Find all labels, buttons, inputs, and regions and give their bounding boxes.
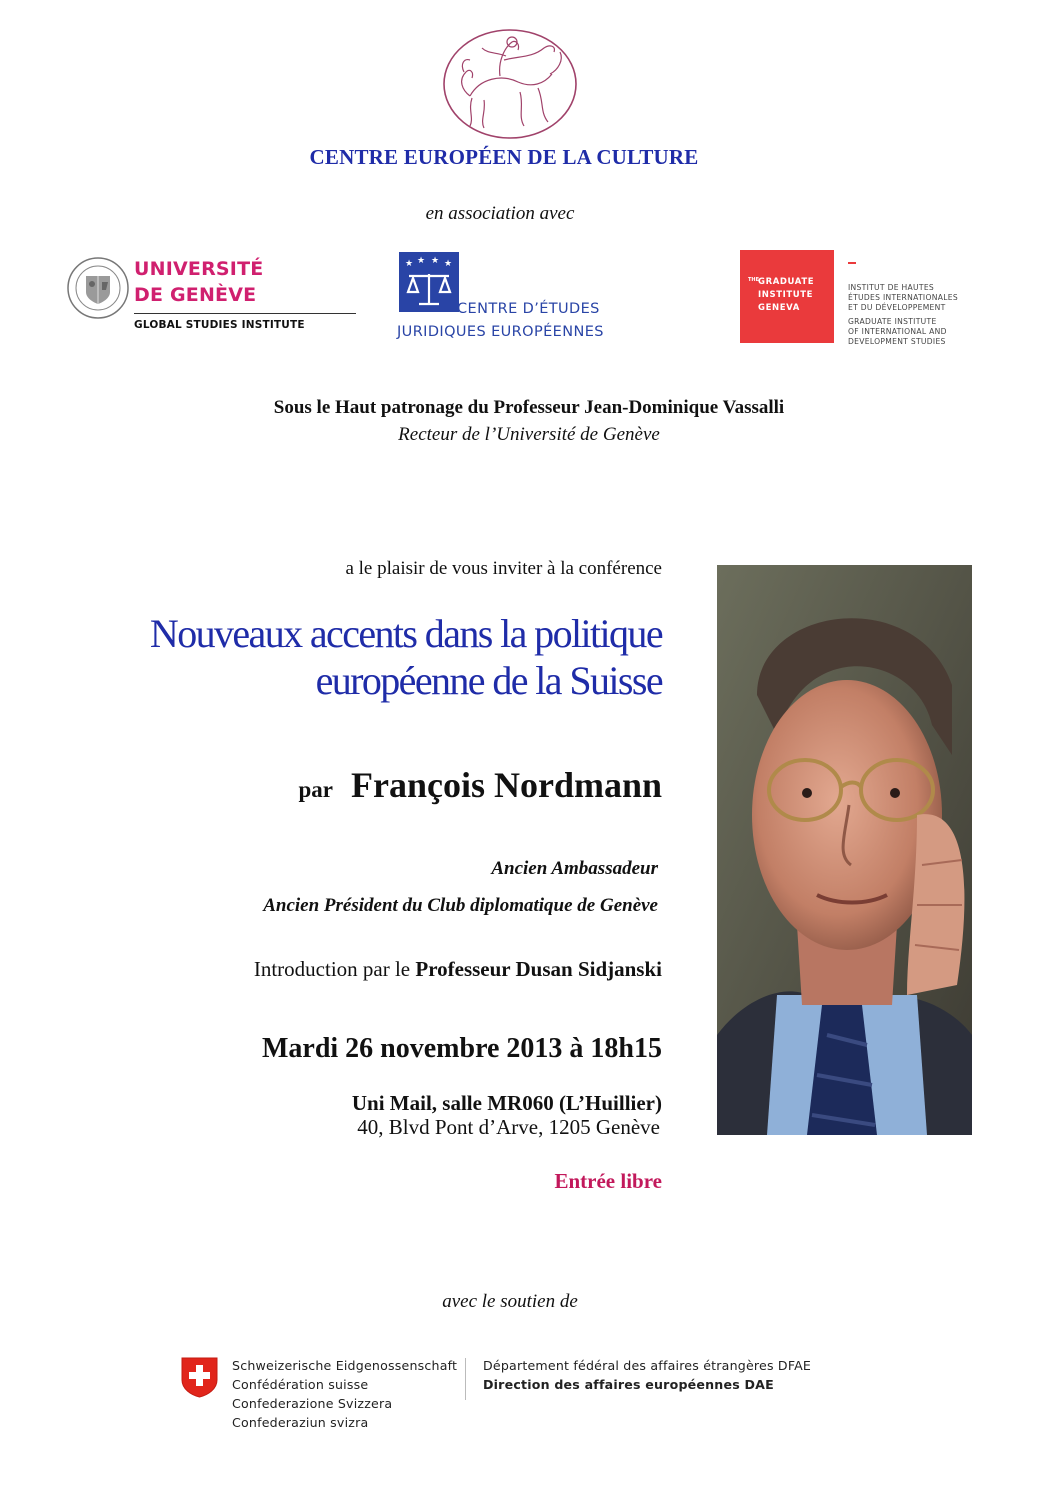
svg-text:★: ★ (417, 256, 426, 266)
ceje-name-line1: CENTRE D’ÉTUDES (457, 301, 600, 317)
giv-fr-line2: ÉTUDES INTERNATIONALES (848, 293, 958, 302)
svg-text:★: ★ (405, 259, 414, 269)
confed-line-1: Schweizerische Eidgenossenschaft (232, 1358, 458, 1373)
giv-the: THE (748, 277, 760, 283)
footer-divider (465, 1358, 466, 1400)
ceje-logo (397, 251, 637, 346)
speaker-role-2: Ancien Président du Club diplomatique de Genève (263, 895, 658, 916)
confed-line-4: Confederaziun svizra (232, 1415, 369, 1430)
giv-en-line1: GRADUATE INSTITUTE (848, 317, 937, 326)
unige-name-line1: UNIVERSITÉ (134, 258, 264, 280)
organization-title: CENTRE EUROPÉEN DE LA CULTURE (309, 145, 699, 169)
giv-name-line2: INSTITUTE (758, 290, 814, 300)
association-text: en association avec (425, 203, 575, 224)
intro-prefix: Introduction par le (253, 957, 416, 981)
ceje-name-line2: JURIDIQUES EUROPÉENNES (397, 324, 604, 340)
conference-title-line2: européenne de la Suisse (315, 658, 662, 703)
event-address: 40, Blvd Pont d’Arve, 1205 Genève (357, 1115, 660, 1139)
giv-fr-line3: ET DU DÉVELOPPEMENT (848, 303, 946, 312)
support-text: avec le soutien de (442, 1291, 578, 1312)
unige-name-line2: DE GENÈVE (134, 284, 257, 306)
speaker-name: François Nordmann (350, 765, 662, 805)
event-venue: Uni Mail, salle MR060 (L’Huillier) (351, 1091, 662, 1115)
conference-title-line1: Nouveaux accents dans la politique (149, 611, 662, 656)
graduate-institute-logo (740, 250, 980, 345)
conference-title (150, 610, 662, 704)
scales-of-justice-icon (399, 252, 459, 312)
speaker-prefix: par (298, 777, 333, 802)
confed-line-3: Confederazione Svizzera (232, 1396, 393, 1411)
university-seal-icon (66, 256, 130, 320)
patron-name: Professeur Jean-Dominique Vassalli (493, 397, 785, 418)
entry-note: Entrée libre (554, 1169, 662, 1193)
unige-divider (134, 313, 356, 314)
event-date: Mardi 26 novembre 2013 à 18h15 (261, 1033, 662, 1064)
giv-fr-line1: INSTITUT DE HAUTES (848, 283, 935, 292)
giv-en-line3: DEVELOPMENT STUDIES (848, 337, 946, 346)
giv-name-line1: GRADUATE (758, 277, 815, 287)
unige-subtitle: GLOBAL STUDIES INSTITUTE (134, 319, 305, 331)
invitation-text: a le plaisir de vous inviter à la conférence (345, 558, 662, 579)
introduction-line (254, 957, 662, 982)
patronage-prefix: Sous le Haut patronage du (273, 397, 494, 418)
speaker-portrait-photo (717, 565, 972, 1135)
intro-name: Professeur Dusan Sidjanski (415, 957, 662, 981)
department-line-2: Direction des affaires européennes DAE (483, 1377, 774, 1392)
graduate-institute-red-block (740, 250, 834, 343)
patron-role: Recteur de l’Université de Genève (398, 424, 660, 445)
speaker-role-1: Ancien Ambassadeur (491, 858, 658, 879)
patronage-line (0, 397, 1058, 419)
swiss-cross-icon (181, 1357, 218, 1398)
department-line-1: Département fédéral des affaires étrangères DFAE (483, 1358, 812, 1373)
svg-text:★: ★ (431, 256, 440, 266)
giv-dash (848, 262, 856, 264)
confed-line-2: Confédération suisse (232, 1377, 369, 1392)
giv-name-line3: GENEVA (758, 303, 800, 313)
giv-en-line2: OF INTERNATIONAL AND (848, 327, 947, 336)
unige-logo (66, 256, 306, 336)
speaker-line (298, 764, 662, 806)
europa-bull-emblem-icon (440, 26, 580, 142)
svg-text:★: ★ (444, 259, 453, 269)
